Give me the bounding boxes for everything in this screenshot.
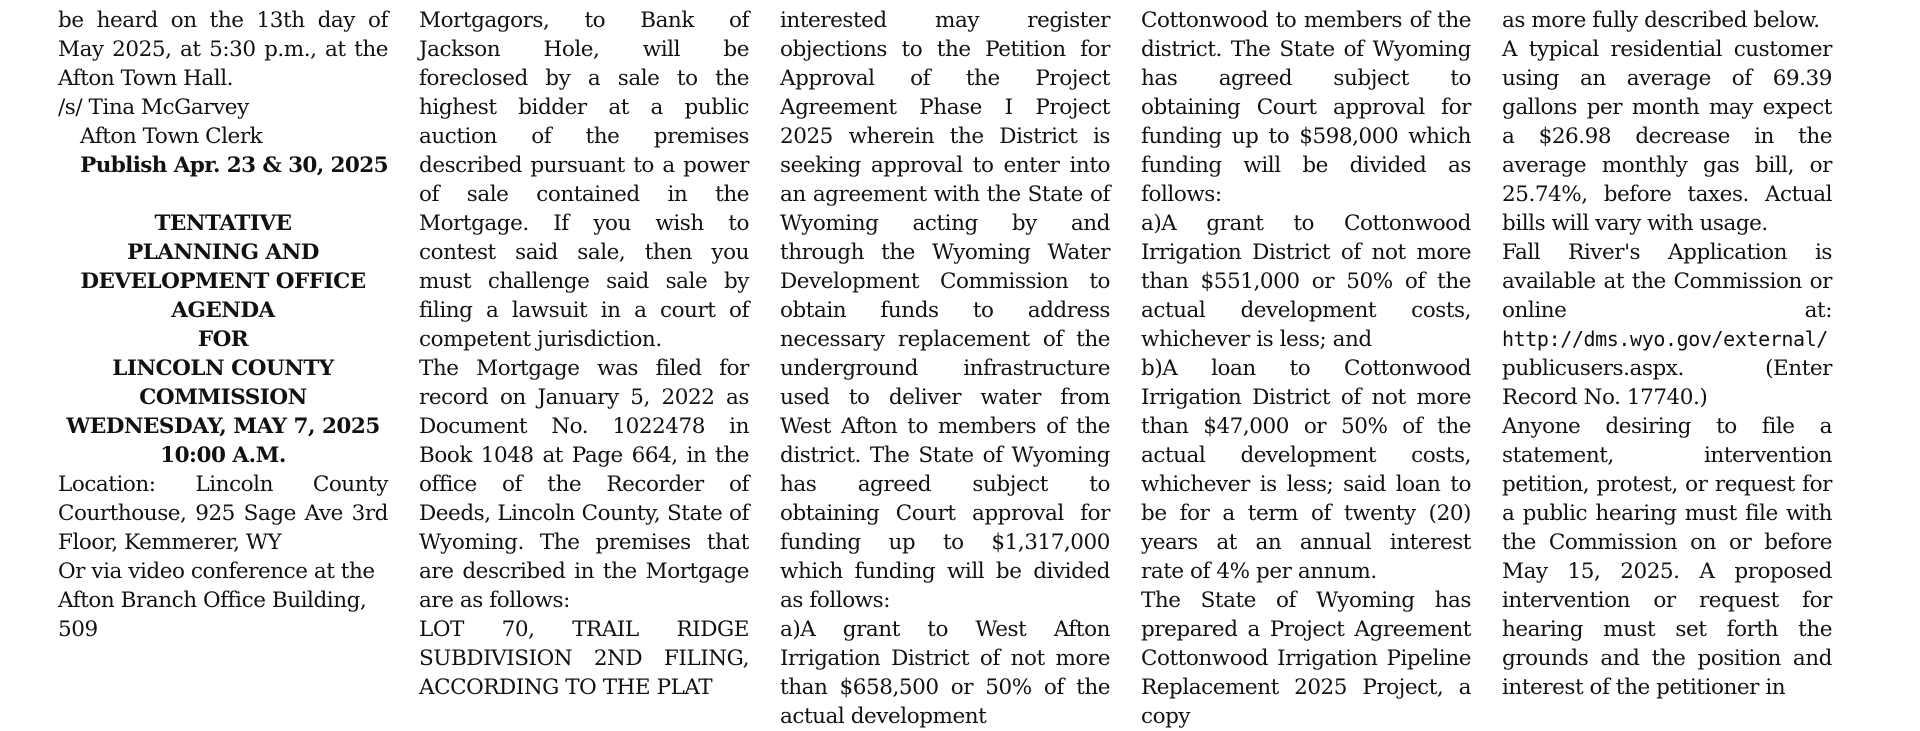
lot-description-paragraph: LOT 70, TRAIL RIDGE SUBDIVISION 2ND FILING, ACCORDING TO THE PLAT [419,617,749,700]
application-paragraph [1502,238,1832,412]
spacer [58,180,388,209]
signatory-title: Afton Town Clerk [80,124,263,149]
cut-off-line: Afton Branch Office Building, 509 [58,588,367,642]
publish-dates: Publish Apr. 23 & 30, 2025 [80,153,388,178]
agenda-heading-line: WEDNESDAY, MAY 7, 2025 [66,414,380,439]
filing-paragraph: Anyone desiring to file a statement, intervention petition, protest, or request for a public hearing must file with the Commission on or before May 15, 2025. A proposed intervention or request for hearing must set forth the grounds and the position and interest of the petitioner in [1502,414,1832,700]
funding-paragraph: Cottonwood to members of the district. The State of Wyoming has agreed subject to obtaining Court approval for funding up to $598,000 which funding will be divided as follows: [1141,8,1471,207]
agenda-heading-line: AGENDA [171,298,275,323]
grant-paragraph: a)A grant to Cottonwood Irrigation District of not more than $551,000 or 50% of the actual development costs, whichever is less; and [1141,211,1471,352]
hearing-paragraph: be heard on the 13th day of May 2025, at 5:30 p.m., at the Afton Town Hall. [58,8,388,91]
column-4 [1141,6,1471,731]
column-2 [419,6,749,702]
agenda-heading-line: PLANNING AND [127,240,319,265]
agenda-heading-line: COMMISSION [139,385,307,410]
foreclosure-paragraph: Mortgagors, to Bank of Jackson Hole, will be foreclosed by a sale to the highest bidder at a public auction of the premises described pursuant to a power of sale contained in the Mortgage. If you wish to contest said sale, then you must challenge said sale by filing a lawsuit in a court of competent jurisdiction. [419,8,749,352]
application-url: http://dms.wyo.gov/external/ [1502,327,1828,351]
mortgage-record-paragraph: The Mortgage was filed for record on January 5, 2022 as Document No. 1022478 in Book 1048 at Page 664, in the office of the Recorder of Deeds, Lincoln County, State of Wyoming. The premises that are described in the Mortgage are as follows: [419,356,749,613]
column-5 [1502,6,1832,702]
loan-paragraph: b)A loan to Cottonwood Irrigation District of not more than $47,000 or 50% of the actual development costs, whichever is less; said loan to be for a term of twenty (20) years at an annual interest rate of 4% per annum. [1141,356,1471,584]
agenda-heading-line: LINCOLN COUNTY [112,356,334,381]
agenda-heading-line: 10:00 A.M. [160,443,286,468]
agenda-heading-line: FOR [197,327,249,352]
column-3 [780,6,1110,731]
project-agreement-paragraph: The State of Wyoming has prepared a Project Agreement Cottonwood Irrigation Pipeline Replacement 2025 Project, a copy [1141,588,1471,729]
video-conference-line: Or via video conference at the [58,559,375,584]
agenda-heading-line: DEVELOPMENT OFFICE [80,269,366,294]
customer-impact-paragraph: A typical residential customer using an average of 69.39 gallons per month may expect a $26.98 decrease in the average monthly gas bill, or 25.74%, before taxes. Actual bills will vary with usage. [1502,37,1832,236]
application-url-tail: publicusers.aspx. (Enter Record No. 17740.) [1502,356,1832,410]
described-below-line: as more fully described below. [1502,8,1820,33]
signature-line: /s/ Tina McGarvey [58,95,249,120]
petition-paragraph: interested may register objections to the Petition for Approval of the Project Agreement Phase I Project 2025 wherein the District is seeking approval to enter into an agreement with the State of Wyoming acting by and through the Wyoming Water Development Commission to obtain funds to address necessary replacement of the underground infrastructure used to deliver water from West Afton to members of the district. The State of Wyoming has agreed subject to obtaining Court approval for funding up to $1,317,000 which funding will be divided as follows: [780,8,1110,613]
column-1 [58,6,388,644]
application-text: Fall River's Application is available at the Commission or online at: [1502,240,1832,323]
location-paragraph: Location: Lincoln County Courthouse, 925 Sage Ave 3rd Floor, Kemmerer, WY [58,472,388,555]
agenda-heading-line: TENTATIVE [154,211,292,236]
grant-paragraph: a)A grant to West Afton Irrigation District of not more than $658,500 or 50% of the actual development [780,617,1110,729]
